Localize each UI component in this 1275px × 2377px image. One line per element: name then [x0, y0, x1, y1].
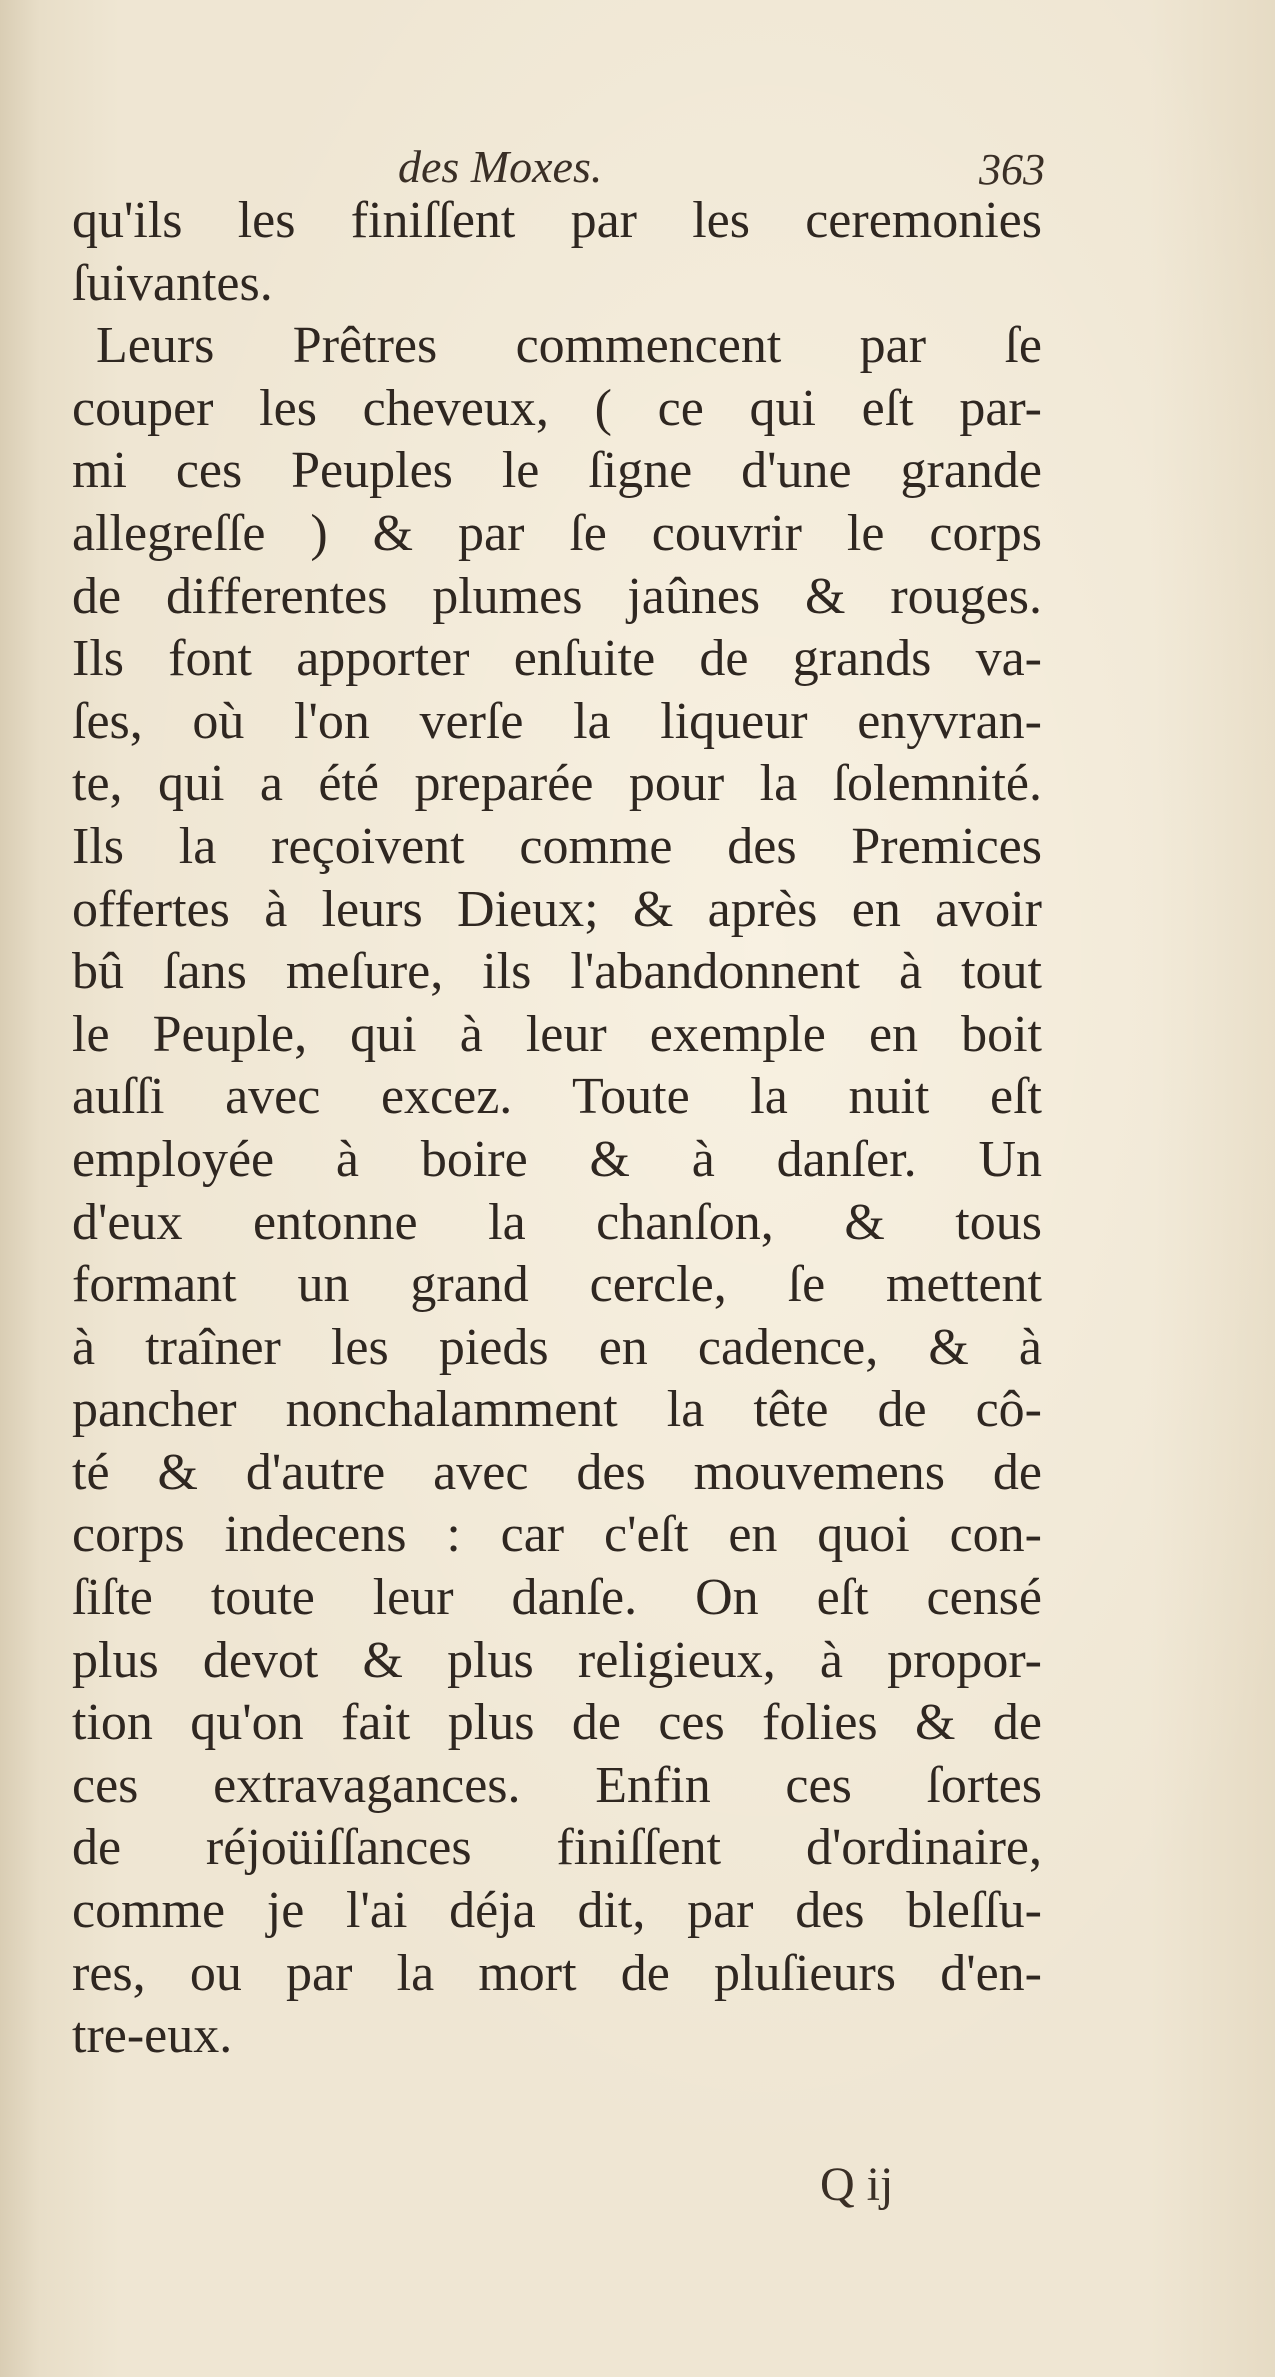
text-line: ces extravagances. Enfin ces ſortes [72, 1756, 1042, 1814]
text-line: couper les cheveux, ( ce qui eſt par- [72, 379, 1042, 437]
running-head-title: des Moxes. [398, 141, 603, 192]
signature-mark: Q ij [820, 2158, 894, 2211]
text-line: pancher nonchalamment la tête de cô- [72, 1381, 1042, 1439]
text-line: de réjoüiſſances finiſſent d'ordinaire, [72, 1819, 1042, 1877]
text-line: te, qui a été preparée pour la ſolemnité. [72, 755, 1042, 813]
text-line: formant un grand cercle, ſe mettent [72, 1256, 1042, 1314]
text-line: qu'ils les finiſſent par les ceremonies [72, 192, 1042, 249]
text-line: Ils la reçoivent comme des Premices [72, 817, 1042, 875]
text-line: tion qu'on fait plus de ces folies & de [72, 1694, 1042, 1752]
text-line: à traîner les pieds en cadence, & à [72, 1318, 1042, 1376]
text-line: bû ſans meſure, ils l'abandonnent à tout [72, 943, 1042, 1001]
text-line: auſſi avec excez. Toute la nuit eſt [72, 1068, 1042, 1126]
text-line: ſiſte toute leur danſe. On eſt censé [72, 1569, 1042, 1627]
body-text [72, 190, 1042, 2068]
text-line: Leurs Prêtres commencent par ſe [96, 317, 1042, 375]
text-line: offertes à leurs Dieux; & après en avoir [72, 880, 1042, 938]
text-line: le Peuple, qui à leur exemple en boit [72, 1005, 1042, 1063]
text-line: tre-eux. [72, 2007, 233, 2065]
page-number: 363 [979, 145, 1045, 194]
text-line: plus devot & plus religieux, à propor- [72, 1631, 1042, 1689]
text-line: ſes, où l'on verſe la liqueur enyvran- [72, 692, 1042, 750]
text-line: ſuivantes. [72, 254, 273, 312]
text-line: mi ces Peuples le ſigne d'une grande [72, 442, 1042, 500]
text-line: Ils font apporter enſuite de grands va- [72, 630, 1042, 688]
text-line: d'eux entonne la chanſon, & tous [72, 1193, 1042, 1251]
text-line: allegreſſe ) & par ſe couvrir le corps [72, 504, 1042, 562]
text-line: corps indecens : car c'eſt en quoi con- [72, 1506, 1042, 1564]
text-line: té & d'autre avec des mouvemens de [72, 1443, 1042, 1501]
text-line: comme je l'ai déja dit, par des bleſſu- [72, 1882, 1042, 1940]
text-line: de differentes plumes jaûnes & rouges. [72, 567, 1042, 625]
text-line: employée à boire & à danſer. Un [72, 1130, 1042, 1188]
text-line: res, ou par la mort de pluſieurs d'en- [72, 1944, 1042, 2002]
